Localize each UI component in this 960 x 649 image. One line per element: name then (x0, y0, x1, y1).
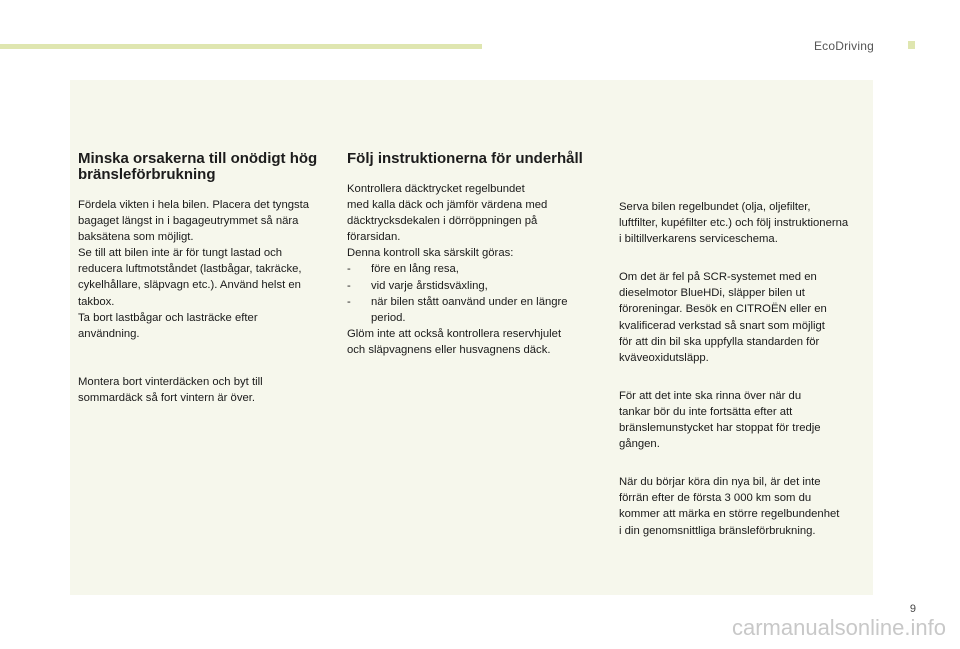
heading-weight: Minska orsakerna till onödigt hög bränsleförbrukning (78, 150, 318, 183)
column-service (619, 199, 874, 539)
section-marker (908, 41, 915, 49)
paragraph-refuel: För att det inte ska rinna över när du tankar bör du inte fortsätta efter att bränslemunstycket har stoppat för tredje gången. (619, 389, 821, 451)
column-maintenance (347, 151, 587, 358)
paragraph-service: Serva bilen regelbundet (olja, oljefilter, luftfilter, kupéfilter etc.) och följ instruktionerna i biltillverkarens serviceschema. (619, 201, 849, 246)
list-item: - vid varje årstidsväxling, (347, 279, 488, 292)
page-number: 9 (909, 603, 916, 615)
paragraph-tyre-pressure: Kontrollera däcktrycket regelbundet med kalla däck och jämför värdena med däcktrycksdekalen i dörröppningen på förarsidan. Denna kontroll ska särskilt göras: (347, 183, 548, 260)
list-item: - före en lång resa, (347, 263, 459, 276)
paragraph-tyres: Montera bort vinterdäcken och byt till sommardäck så fort vintern är över. (78, 375, 263, 404)
list-item: - när bilen stått oanvänd under en längre period. (347, 295, 568, 324)
check-list (347, 261, 587, 325)
paragraph-weight: Fördela vikten i hela bilen. Placera det tyngsta bagaget längst in i bagageutrymmet så nära baksätena som möjligt. Se till att bilen inte är för tungt lastad och reducera luftmotståndet (lastbågar, takräcke, cykelhållare, släpvagn etc.). Använd helst en takbox. Ta bort lastbågar och lasträcke efter användning. (78, 199, 310, 340)
section-title: EcoDriving (813, 39, 874, 53)
paragraph-spare-wheel: Glöm inte att också kontrollera reservhjulet och släpvagnens eller husvagnens däck. (347, 327, 562, 356)
heading-maintenance: Följ instruktionerna för underhåll (347, 150, 583, 167)
column-weight (78, 151, 333, 406)
watermark: carmanualsonline.info (731, 615, 946, 640)
paragraph-new-car: När du börjar köra din nya bil, är det inte förrän efter de första 3 000 km som du kommer att märka en större regelbundenhet i din genomsnittliga bränsleförbrukning. (619, 476, 840, 537)
header-accent-bar (0, 44, 482, 49)
paragraph-scr: Om det är fel på SCR-systemet med en dieselmotor BlueHDi, släpper bilen ut föroreningar. Besök en CITROËN eller en kvalificerad verkstad så snart som möjligt för att din bil ska uppfylla standarden för kväveoxidutsläpp. (619, 271, 827, 364)
